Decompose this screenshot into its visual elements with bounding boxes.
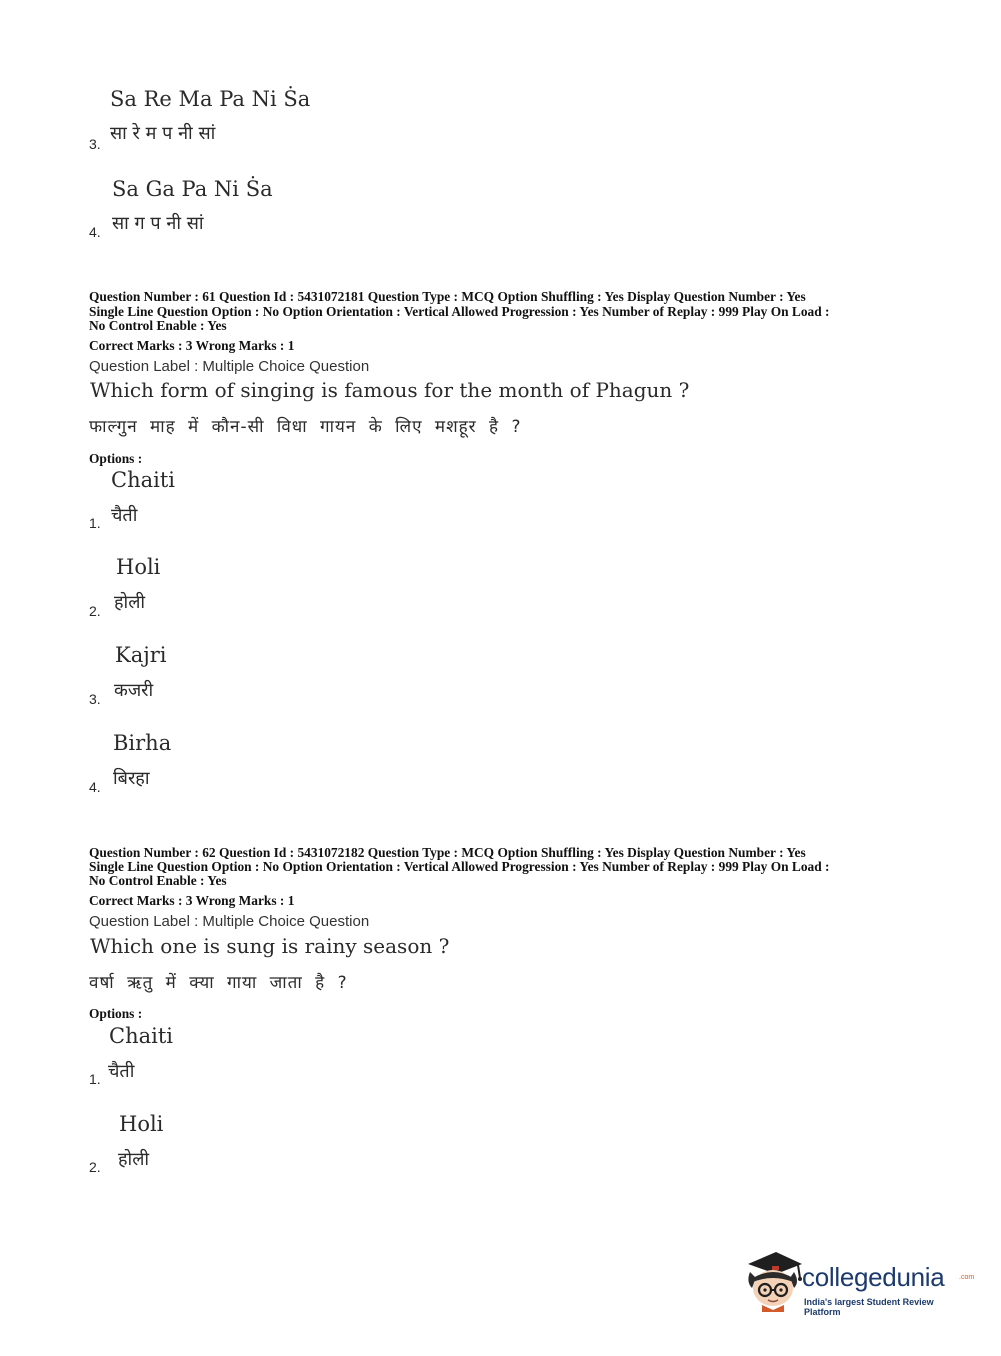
q62-option-1-number: 1. (89, 1071, 101, 1087)
q62-meta-line-2: Single Line Question Option : No Option Orientation : Vertical Allowed Progression : Yes Number of Replay : 999 Play On Load : (89, 859, 830, 874)
q61-option-1-english: Chaiti (111, 468, 175, 492)
q61-option-4-number: 4. (89, 779, 101, 795)
student-mascot-icon (742, 1248, 804, 1312)
q61-option-3-english: Kajri (115, 643, 167, 667)
prev-option-3-hindi: सा रे म प नी सां (110, 123, 216, 144)
logo-wordmark: collegedunia (802, 1262, 945, 1292)
q61-meta-line-3: No Control Enable : Yes (89, 318, 227, 333)
q61-question-label: Question Label : Multiple Choice Question (89, 358, 370, 375)
prev-option-4-hindi: सा ग प नी सां (112, 213, 204, 234)
q61-options-label: Options : (89, 451, 143, 466)
q61-option-4-english: Birha (113, 731, 172, 755)
q62-meta-line-1: Question Number : 62 Question Id : 5431072182 Question Type : MCQ Option Shuffling : Yes Display Question Number : Yes (89, 845, 806, 860)
q61-question-text-english: Which form of singing is famous for the month of Phagun ? (90, 378, 690, 402)
q61-option-2-english: Holi (116, 555, 161, 579)
q61-option-1-hindi: चैती (111, 505, 138, 526)
q61-marks: Correct Marks : 3 Wrong Marks : 1 (89, 338, 295, 353)
q61-option-2-hindi: होली (114, 592, 146, 613)
prev-option-3-english: Sa Re Ma Pa Ni Ṡa (110, 87, 311, 111)
q61-meta-line-2: Single Line Question Option : No Option Orientation : Vertical Allowed Progression : Yes Number of Replay : 999 Play On Load : (89, 304, 830, 319)
prev-option-4-number: 4. (89, 224, 101, 240)
q61-option-3-hindi: कजरी (114, 680, 154, 701)
q62-option-2-english: Holi (119, 1112, 164, 1136)
q62-question-text-hindi: वर्षा ऋतु में क्या गाया जाता है ? (89, 973, 348, 993)
q61-option-3-number: 3. (89, 691, 101, 707)
q61-meta-line-1: Question Number : 61 Question Id : 5431072181 Question Type : MCQ Option Shuffling : Yes Display Question Number : Yes (89, 289, 806, 304)
q62-options-label: Options : (89, 1006, 143, 1021)
q62-option-1-hindi: चैती (108, 1061, 135, 1082)
q62-option-2-number: 2. (89, 1159, 101, 1175)
q62-question-text-english: Which one is sung is rainy season ? (90, 934, 450, 958)
q62-marks: Correct Marks : 3 Wrong Marks : 1 (89, 893, 295, 908)
collegedunia-logo (742, 1248, 975, 1318)
prev-option-4-english: Sa Ga Pa Ni Ṡa (112, 177, 273, 201)
q62-question-label: Question Label : Multiple Choice Question (89, 913, 370, 930)
q61-option-1-number: 1. (89, 515, 101, 531)
q61-option-4-hindi: बिरहा (113, 768, 150, 789)
q62-meta-line-3: No Control Enable : Yes (89, 873, 227, 888)
q61-question-text-hindi: फाल्गुन माह में कौन-सी विधा गायन के लिए मशहूर है ? (89, 417, 522, 437)
q62-option-1-english: Chaiti (109, 1024, 173, 1048)
q62-option-2-hindi: होली (118, 1149, 150, 1170)
logo-domain-suffix: .com (959, 1274, 975, 1281)
q61-option-2-number: 2. (89, 603, 101, 619)
logo-tagline: India's largest Student Review Platform (804, 1297, 934, 1317)
prev-option-3-number: 3. (89, 136, 101, 152)
